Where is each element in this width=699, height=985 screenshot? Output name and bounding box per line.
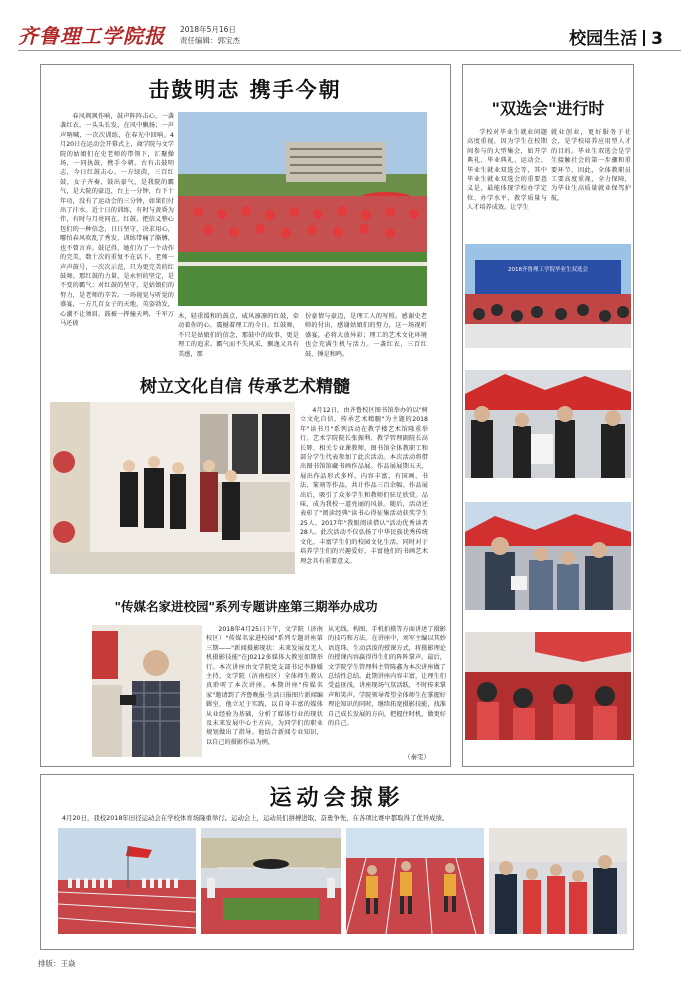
drum-photo [178,112,427,306]
article-drum-col2: 木，轻重缓和的鼓点，威风凛凛的红鼓，牵动着你的心，震撼着理工的今日。红鼓舞，不只是姑娘们的信念，那鼓中的故事，更是理工的追求。霸气而不失风采，飘逸又具有美感，那 [178,313,299,358]
issue-date: 2018年5月16日 [180,25,236,34]
article-drum-col3: 份豪情与豪迈，是理工人的写照。感谢史老师的付出，感谢姑娘们的努力，这一场视听盛宴，必将大放异彩；理工的艺术文化环境也会充满生机与活力。一袭红衣，三百红鼓，锤是和鸣。 [305,313,427,358]
layout-credit: 排版：王焱 [38,959,76,968]
lecturer-photo [92,625,202,757]
exhibition-photo [50,402,295,574]
article-media-author: （秦雯） [404,753,430,761]
masthead-logo: 齐鲁理工学院报 [18,24,165,48]
article-media-col2: 从光线、构图、手机拍摄等方面讲述了摄影的技巧和方法。在讲座中，刘军主编以其妙语连珠、生动活泼的授课方式，将摄影理论的授课内容赢得得生们的阵阵掌声。最后，文学院学生管理科主管陈鑫为本次讲座做了总结性总结。此期讲座内容丰富，让理生们受益匪浅，讲座现场气氛活跃，不时传来掌声和笑声。学院领导希望全体师生在掌握好理论知识的同时，继续拓宽摄影技能，找准自己成长发展的方向，把握住时机，做更好的自己。 [328,626,446,728]
jobfair-booth-photo [465,632,631,740]
article-culture-body: 4月12日，由齐鲁校区图书馆举办的以"树立文化自信，传承艺术精髓"为主题的2018年"读书月"系列活动在教学楼艺术馆隆重举行。艺术学院院长张振利、教学管理副院长高长辉、相关专业课教师、图书馆全体教职工和部分学生代表参加了此次活动。本次活动将借出图书馆馆藏书画作品展。作品展展期五天，展出作品形式多样，内容丰富，有国画、书法、篆刻等作品，共计作品三百余幅。作品展出后，吸引了众多学生和教师们驻足欣赏。品味，成为我校一道亮丽的风景。随后，活动还表彰了"阅读经典"读书心得征集活动获奖学生25人、2017年"我眼阅读借认"活动优秀读者28人。此次活动不仅弘扬了中华民族优秀传统文化，丰富学生们的校园文化生活，同时对于培养学生们的兴趣爱好，丰富他们的书画艺术理念具有重要意义。 [300,407,428,565]
sports-audience-photo [489,828,627,934]
sports-highjump-photo [201,828,341,934]
jobfair-banner-text: 2018齐鲁理工学院毕业生双选会 [508,267,588,273]
section-divider [643,30,645,46]
jobfair-banner-photo [465,244,631,348]
article-media-title: "传媒名家进校园"系列专题讲座第三期举办成功 [114,599,378,614]
article-media-col1: 2018年4月25日下午，文学院（济南校区）"传媒名家进校园"系列专题讲座第三期——"新闻摄影现状：未来发展及无人机摄影技能"在J0212多媒体大教室如期举行。本次讲座由文学院党支部书记李静媛主持，文学院（济南校区）全体师生教认真聆听了本次讲座。本期讲座"传媒名家"邀请到了齐鲁晚报·生活日报图片新闻编辑室，他立足于实践，以自身丰富的媒体从业经验为基础，分析了媒体行业的现状及未来发展中心主方向，为同学们的职业规划做出了指导。他结合新闻专业知识，以自己的摄影作品为例， [206,626,323,746]
header-rule [18,50,681,51]
article-drum-col1: 春风飒飒作响，鼓声阵阵击心，一袭袭红衣，一头头长发，在风中飘扬；一声声呐喊，一次次训练，在春光中回响。4月20日在运动会开幕式上，商学院与文学院的姑娘们在史老师的带领下，汇聚操场，一同执鼓，携手今朝。古有击鼓明志，今日红鼓击心。一方绿茵，三百红鼓，女子齐奏，鼓出豪气，是我院的霸气，是大院的豪迈，台上一分钟，台下十年功，没有了运动会的三分钟，如果们付出了汗水。近十日的训练，有时与黄昏为伴，有时与月亮同在。红鼓，把信义整心包们的一种信念，日日坚守，决求用心，哪怕春风吹乱了秀发，训练带痛了胳膊，也不曾言弃。鼓记得，她们为了一个动作的完美，数十次的重复不在话下。老师一声声鼓号，一次次示范，只为更完美的红鼓舞。那红鼓的力量，是永恒的坚定，是不变的霸气；对红鼓的坚守，是姑娘们的努力，是老师的辛苦。一场视觉与听觉的盛宴，一方几百女子的天地，英姿勃发，心潮不让须眉。鼓被一挥撞天鸣，千军万马还披 [60,113,174,327]
sidebar-title: "双选会"进行时 [491,99,605,118]
sports-sprint-photo [346,828,484,934]
section-header [569,24,663,49]
section-title: 校园生活 [569,29,638,49]
sports-title: 运动会掠影 [269,785,405,811]
issue-info [180,24,240,46]
sports-caption: 4月20日，我校2018年田径运动会在学校体育场隆重举行。运动会上，运动员们拼搏进取、奋勇争先，在各项比赛中都取得了优异成绩。 [62,814,449,822]
issue-editor: 责任编辑：郭宝杰 [180,36,240,45]
jobfair-students-photo [465,502,631,610]
page-number: 3 [651,29,663,49]
sidebar-col1: 学校对毕业生就业问题高度重视，因为学生在校期间参与的大型集会，如开学典礼、毕业典礼、运动会、毕业生就业双选会等，其中毕业生就业双选会的重要意义是，最能体现学校办学定位、办学水平、教学质量与人才培养成效。让学生 [467,129,547,212]
sports-flag-photo [58,828,196,934]
jobfair-crowd-photo [465,370,631,478]
article-culture-title: 树立文化自信 传承艺术精髓 [140,377,350,397]
article-drum-title: 击鼓明志 携手今朝 [148,77,342,102]
sidebar-col2: 就业创业，更好服务于社会，是学校培养应用型人才的目的。毕业生双选会是学生接触社会的第一步骤和重要环节，因此，全体教职员工要高度重视，全力保障，为毕业生高质量就业保驾护航。 [551,129,631,202]
